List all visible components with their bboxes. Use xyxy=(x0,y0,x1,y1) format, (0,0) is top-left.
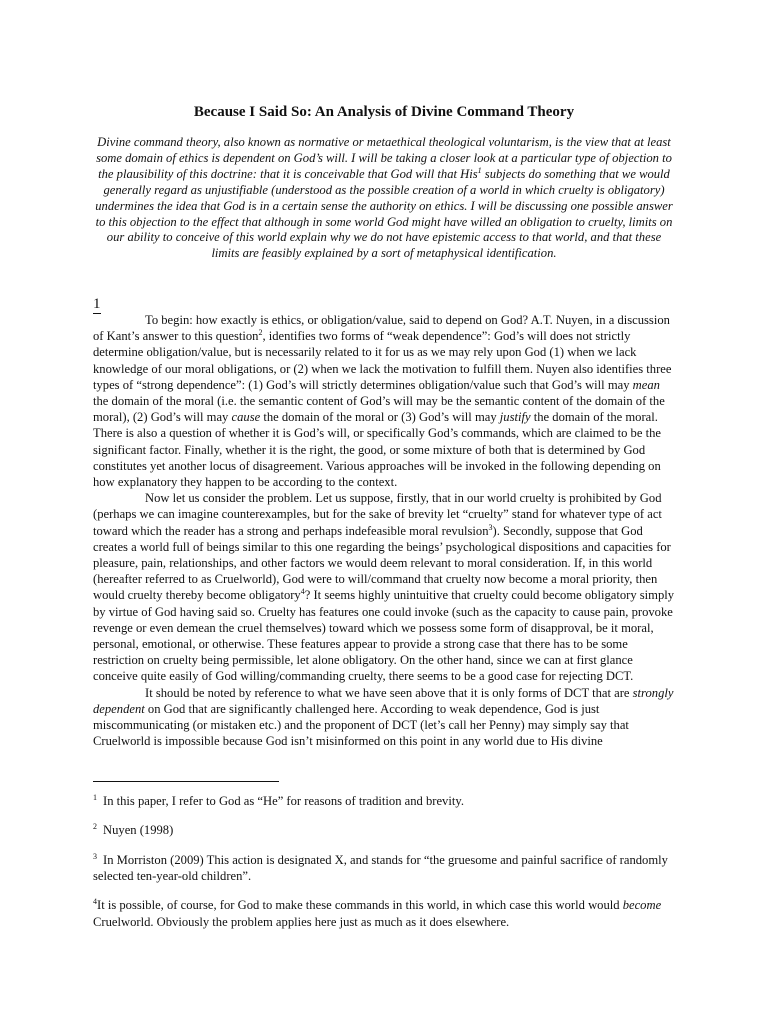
emphasis-text: become xyxy=(622,898,662,913)
emphasis-text: cause xyxy=(231,410,261,425)
footnote-ref-3[interactable]: 3 xyxy=(488,522,493,532)
footnotes xyxy=(93,790,675,940)
footnote-text: Nuyen (1998) xyxy=(103,823,174,838)
footnote-3 xyxy=(93,849,675,885)
footnote-text: It is possible, of course, for God to make these commands in this world, in which case this world would xyxy=(97,898,623,913)
paragraph-text: Now let us consider the problem. Let us suppose, firstly, that in our world cruelty is prohibited by God (perhaps we can imagine counterexamples, but for the sake of brevity let “cruelty” stand for whatever type of act toward which the reader has a strong and perhaps indefeasible moral revulsion xyxy=(93,491,662,538)
paragraph-text: the domain of the moral or (3) God’s will may xyxy=(260,410,500,425)
paragraph-text: the domain of the moral (i.e. the semantic content of God’s will may be the semantic content of the domain of the moral), (2) God’s will may xyxy=(93,394,665,425)
footnote-text: Cruelworld. Obviously the problem applies here just as much as it does elsewhere. xyxy=(93,914,510,929)
emphasis-text: strongly dependent xyxy=(93,685,674,716)
footnote-ref-4[interactable]: 4 xyxy=(300,587,305,597)
abstract-text: subjects do something that we would generally regard as unjustifiable (understood as the possible creation of a world in which cruelty is obligatory) undermines the idea that God is in a certain sense the authority on ethics. I will be discussing one possible answer to this objection to the effect that although in some world God might have willed an obligation to cruelty, limits on our ability to conceive of this world explain why we do not have epistemic access to that world, and that these limits are feasibly explained by a sort of metaphysical identification. xyxy=(95,166,673,261)
footnote-separator xyxy=(93,781,279,782)
paragraph-text: the domain of the moral. There is also a question of whether it is God’s will, or specifically God’s commands, which are claimed to be the significant factor. Finally, whether it is the right, the good, or some mixture of both that is determined by God constitutes yet another locus of disagreement. Various approaches will be invoked in the following depending on how explanatory they happen to be according to the context. xyxy=(93,410,661,490)
paragraph-text: To begin: how exactly is ethics, or obligation/value, said to depend on God? A.T. Nuyen, in a discussion of Kant’s answer to this question xyxy=(93,313,670,344)
emphasis-text: justify xyxy=(499,410,531,425)
paragraph-text: , identifies two forms of “weak dependence”: God’s will does not strictly determine obligation/value, but is necessarily related to it for us as we may rely upon God (1) when we lack knowledge of our moral obligations, or (2) when we lack the motivation to fulfill them. Nuyen also identifies three types of “strong dependence”: (1) God’s will strictly determines obligation/value such that God’s will may xyxy=(93,329,672,392)
paragraph-1 xyxy=(93,312,675,490)
paragraph-text: on God that are significantly challenged here. According to weak dependence, God is just miscommunicating (or mistaken etc.) and the proponent of DCT (let’s call her Penny) may simply say that Cruelworld is impossible because God isn’t misinformed on this point in any world due to His divine xyxy=(93,701,629,749)
footnote-ref-1[interactable]: 1 xyxy=(477,165,482,175)
footnote-4 xyxy=(93,894,675,930)
footnote-text: In this paper, I refer to God as “He” for reasons of tradition and brevity. xyxy=(103,794,464,809)
section-number: 1 xyxy=(93,296,101,312)
body-text xyxy=(93,312,675,749)
abstract-text: Divine command theory, also known as normative or metaethical theological voluntarism, is the view that at least some domain of ethics is dependent on God’s will. I will be taking a closer look at a particular type of objection to the plausibility of this doctrine: that it is conceivable that God will that His xyxy=(96,135,672,181)
paper-title: Because I Said So: An Analysis of Divine Command Theory xyxy=(193,104,575,120)
abstract xyxy=(92,135,676,262)
footnote-mark: 3 xyxy=(93,851,97,861)
footnote-mark: 2 xyxy=(93,822,97,832)
paragraph-2 xyxy=(93,490,675,684)
paragraph-text: It should be noted by reference to what we have seen above that it is only forms of DCT that are xyxy=(145,685,633,700)
paragraph-text: ). Secondly, suppose that God creates a world full of beings similar to this one regarding the beings’ psychological dispositions and capacities for pleasure, pain, relationships, and other factors we would deem relevant to moral consideration. If, in this world (hereafter referred to as Cruelworld), God were to will/command that cruelty now become a moral priority, then would cruelty thereby become obligatory xyxy=(93,523,671,603)
footnote-2 xyxy=(93,819,675,838)
footnote-ref-2[interactable]: 2 xyxy=(258,328,263,338)
footnote-1 xyxy=(93,790,675,809)
footnote-mark: 4 xyxy=(93,897,97,907)
footnote-text: In Morriston (2009) This action is designated X, and stands for “the gruesome and painful sacrifice of randomly selected ten-year-old children”. xyxy=(93,852,668,884)
paragraph-text: ? It seems highly unintuitive that cruelty could become obligatory simply by virtue of God having said so. Cruelty has features one could invoke (such as the capacity to cause pain, provoke revenge or even demean the cruel themselves) toward which we possess some form of disapproval, be it moral, personal, emotional, or otherwise. These features appear to provide a strong case that there has to be some restriction on cruelty being permissible, let alone obligatory. On the other hand, since we can at first glance conceive quite easily of God willing/commanding cruelty, there seems to be a good case for rejecting DCT. xyxy=(93,588,675,684)
emphasis-text: mean xyxy=(632,377,660,392)
paragraph-3 xyxy=(93,685,675,750)
footnote-mark: 1 xyxy=(93,793,97,802)
